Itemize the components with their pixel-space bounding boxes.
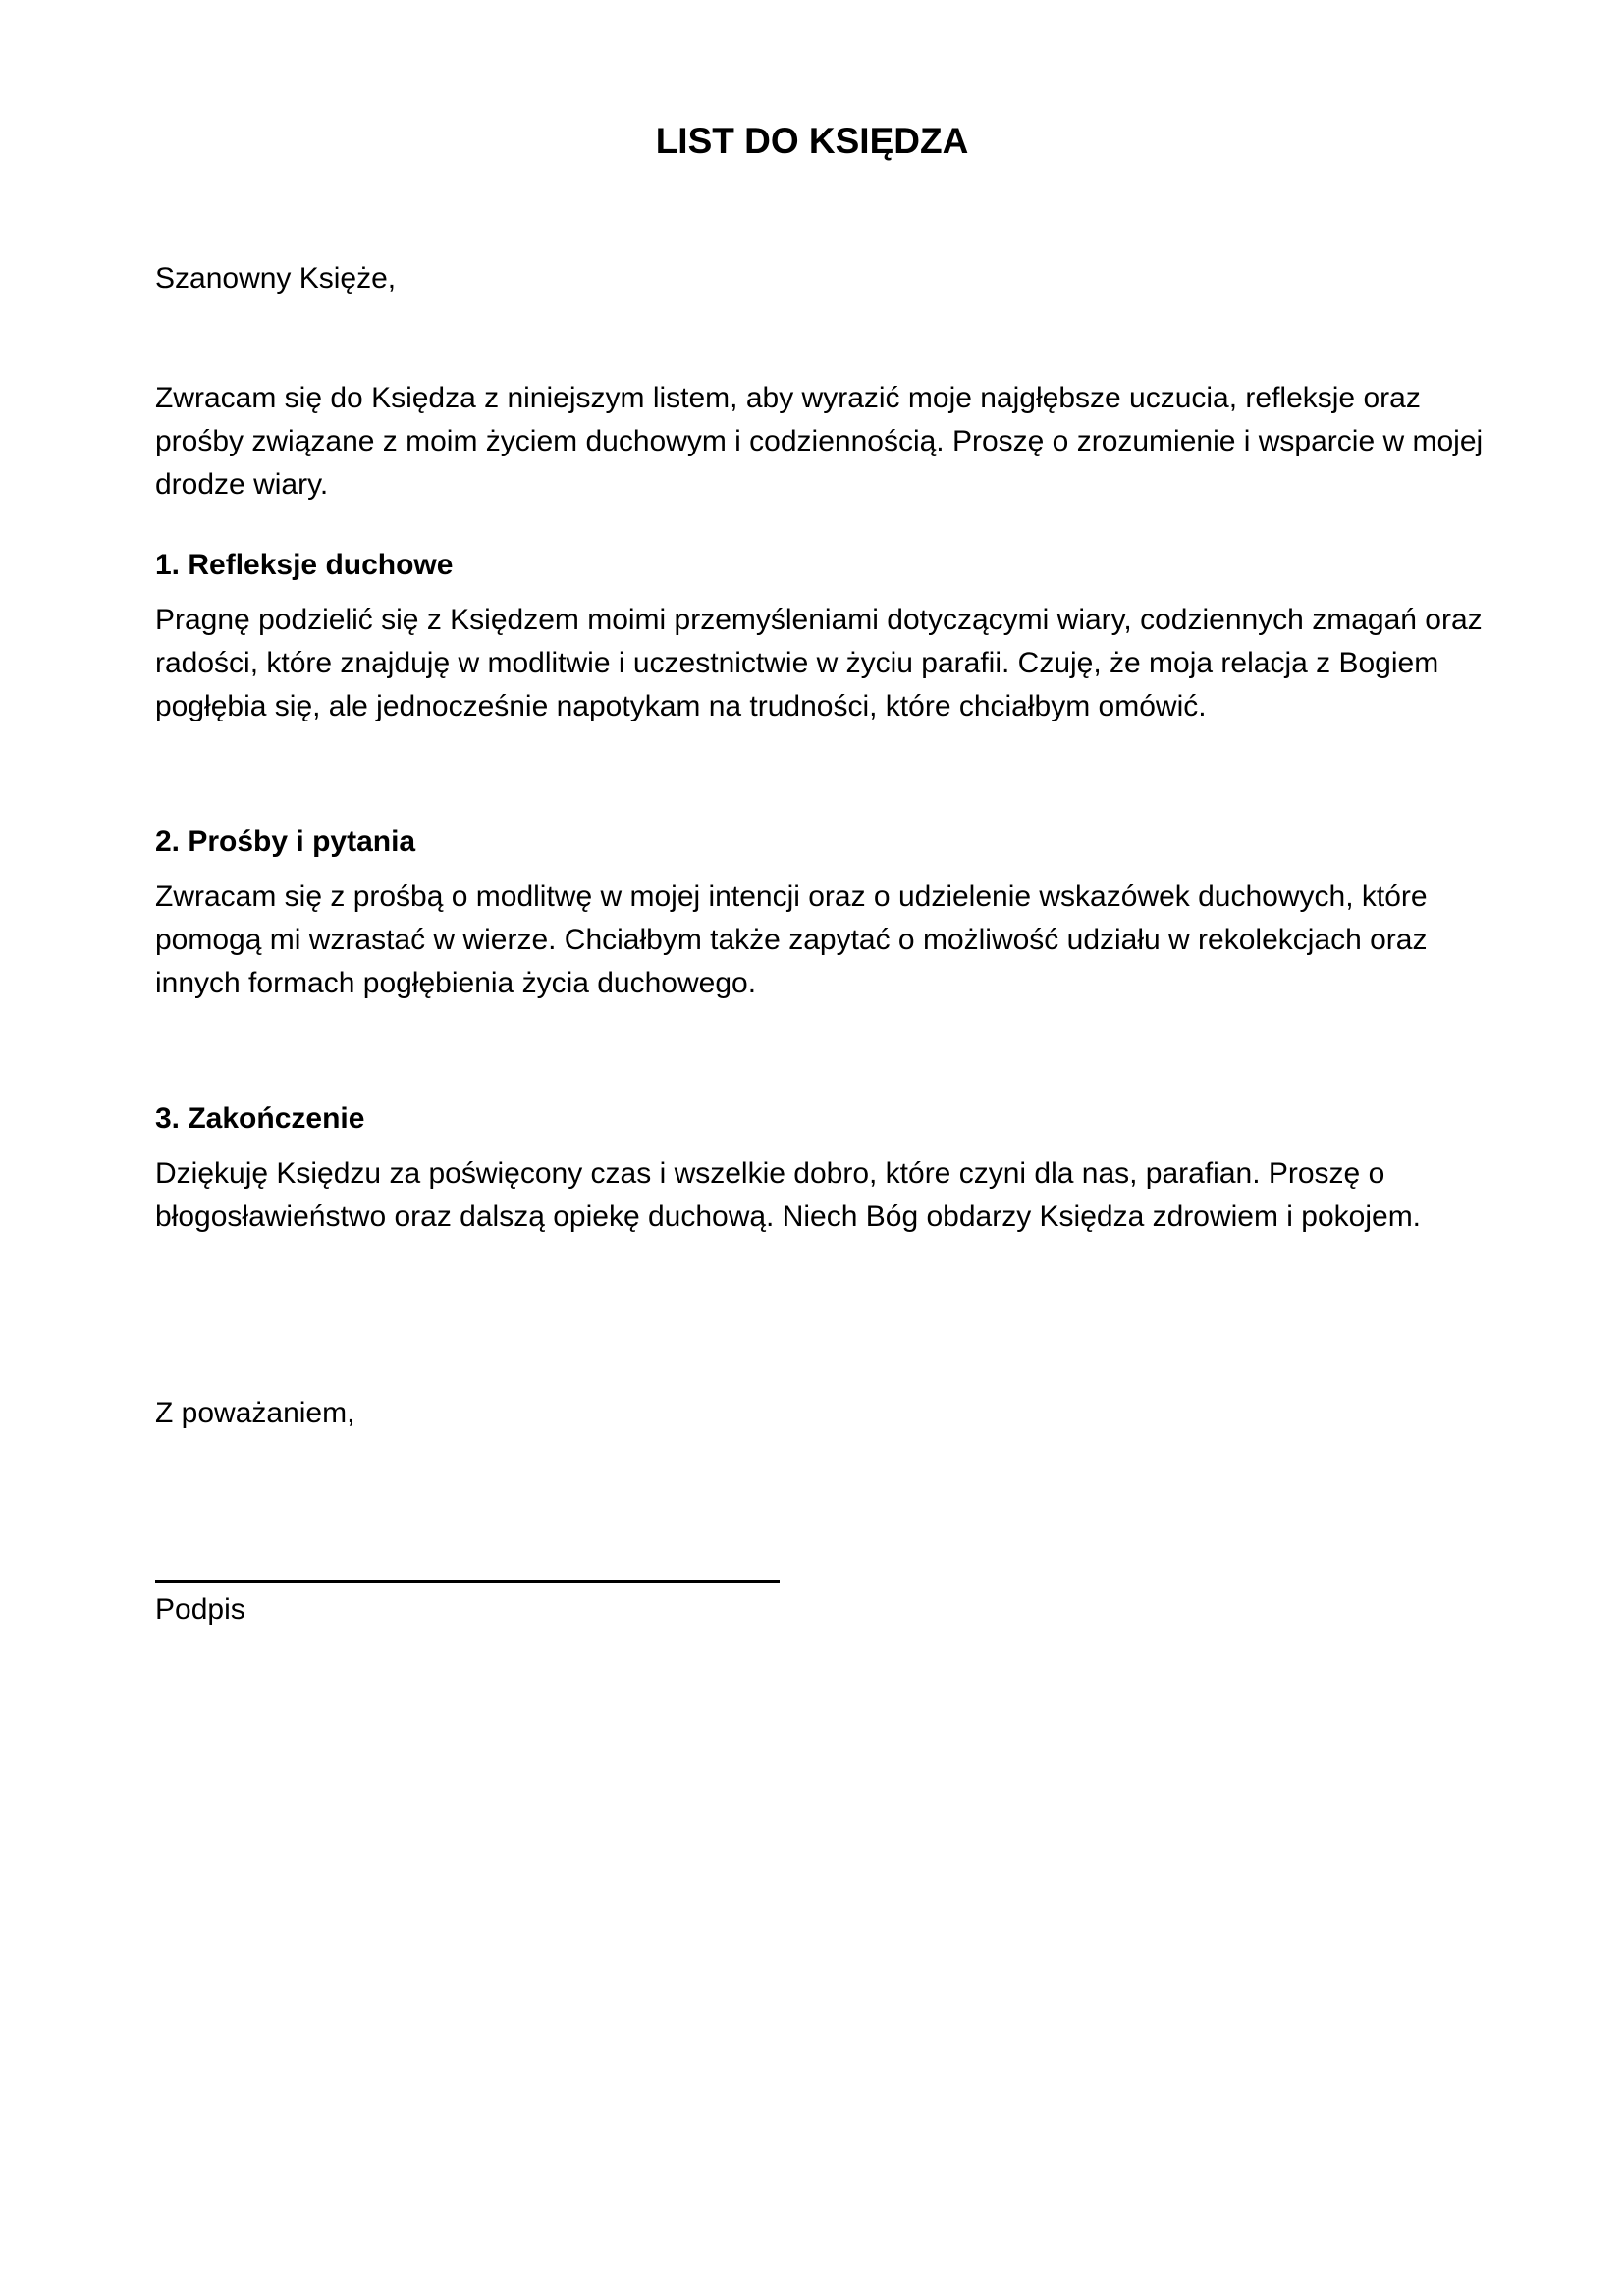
section-text-conclusion: Dziękuję Księdzu za poświęcony czas i wszelkie dobro, które czyni dla nas, parafian. Proszę o błogosławieństwo oraz dalszą opiekę duchową. Niech Bóg obdarzy Księdza zdrowiem i pokojem. [155,1157,1422,1233]
section-text-reflections: Pragnę podzielić się z Księdzem moimi przemyśleniami dotyczącymi wiary, codziennych zmagań oraz radości, które znajduję w modlitwie i uczestnictwie w życiu parafii. Czuję, że moja relacja z Bogiem pogłębia się, ale jednocześnie napotykam na trudności, które chciałbym omówić. [155,604,1483,722]
section-heading-reflections: 1. Refleksje duchowe [155,549,454,581]
closing-phrase: Z poważaniem, [155,1397,355,1429]
section-heading-requests: 2. Prośby i pytania [155,826,416,858]
intro-paragraph: Zwracam się do Księdza z niniejszym listem, aby wyrazić moje najgłębsze uczucia, refleksje oraz prośby związane z moim życiem duchowym i codziennością. Proszę o zrozumienie i wsparcie w mojej drodze wiary. [155,382,1484,501]
section-heading-conclusion: 3. Zakończenie [155,1102,365,1135]
signature-label: Podpis [155,1593,245,1626]
section-text-requests: Zwracam się z prośbą o modlitwę w mojej intencji oraz o udzielenie wskazówek duchowych, które pomogą mi wzrastać w wierze. Chciałbym także zapytać o możliwość udziału w rekolekcjach oraz innych formach pogłębienia życia duchowego. [155,881,1428,999]
signature-line [155,1580,780,1583]
greeting: Szanowny Księże, [155,262,397,294]
document-title: LIST DO KSIĘDZA [655,121,969,161]
